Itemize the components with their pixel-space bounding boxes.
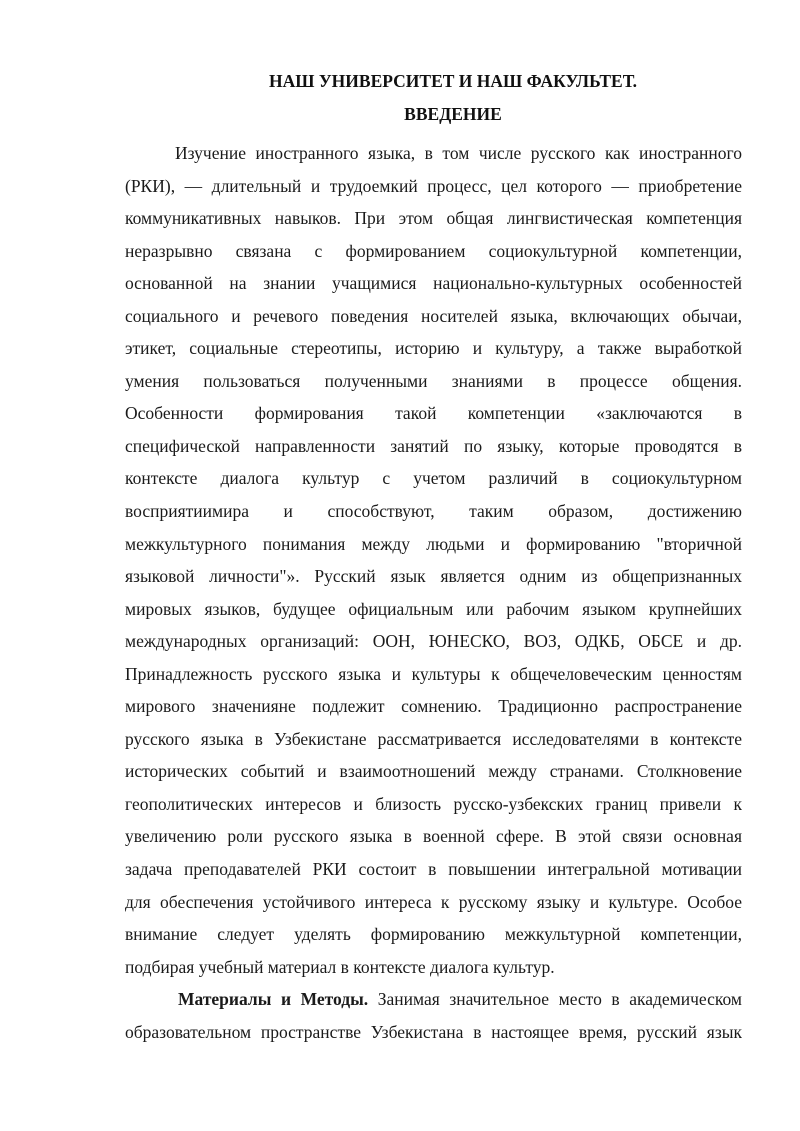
text-line: международных организаций: ООН, ЮНЕСКО, ВОЗ, ОДКБ, ОБСЕ и др. — [125, 631, 742, 652]
text-line: образовательном пространстве Узбекистана в настоящее время, русский язык — [125, 1021, 742, 1042]
text-line: Принадлежность русского языка и культуры к общечеловеческим ценностям — [125, 663, 742, 684]
text-line: увеличению роли русского языка в военной сфере. В этой связи основная — [125, 826, 742, 847]
text-line: исторических событий и взаимоотношений между странами. Столкновение — [125, 761, 742, 782]
text-line: этикет, социальные стереотипы, историю и культуру, а также выработкой — [125, 338, 742, 359]
text-line: внимание следует уделять формированию межкультурной компетенции, — [125, 924, 742, 945]
section-heading: ВВЕДЕНИЕ — [404, 104, 502, 124]
text-line: для обеспечения устойчивого интереса к русскому языку и культуре. Особое — [125, 891, 742, 912]
page-title: НАШ УНИВЕРСИТЕТ И НАШ ФАКУЛЬТЕТ. — [268, 71, 637, 91]
paragraph-materials-methods — [125, 983, 742, 1048]
text-line: языковой личности"». Русский язык является одним из общепризнанных — [125, 566, 742, 587]
text-line: (РКИ), — длительный и трудоемкий процесс, цел которого — приобретение — [125, 175, 742, 196]
paragraph-introduction — [125, 137, 742, 983]
text-line: межкультурного понимания между людьми и формированию "вторичной — [125, 533, 742, 554]
text-line: коммуникативных навыков. При этом общая лингвистическая компетенция — [125, 208, 742, 229]
text-line: восприятиимира и способствуют, таким образом, достижению — [125, 501, 742, 522]
text-line: русского языка в Узбекистане рассматривается исследователями в контексте — [125, 728, 742, 749]
text-line: подбирая учебный материал в контексте диалога культур. — [125, 956, 555, 977]
text-line: контексте диалога культур с учетом различий в социокультурном — [125, 468, 742, 489]
section-lead-rest: Занимая значительное место в академическом — [368, 989, 742, 1010]
text-line: мирового значенияне подлежит сомнению. Традиционно распространение — [125, 696, 742, 717]
text-line: социального и речевого поведения носителей языка, включающих обычаи, — [125, 305, 742, 326]
text-line: неразрывно связана с формированием социокультурной компетенции, — [125, 240, 742, 261]
document-body — [125, 137, 742, 1048]
text-line: геополитических интересов и близость русско-узбекских границ привели к — [125, 793, 742, 814]
text-line: Особенности формирования такой компетенции «заключаются в — [125, 403, 742, 424]
text-line: задача преподавателей РКИ состоит в повышении интегральной мотивации — [125, 859, 742, 880]
text-line: основанной на знании учащимися национально-культурных особенностей — [125, 273, 742, 294]
text-line: мировых языков, будущее официальным или рабочим языком крупнейших — [125, 598, 742, 619]
text-line: специфической направленности занятий по языку, которые проводятся в — [125, 435, 742, 456]
text-line: Изучение иностранного языка, в том числе русского как иностранного — [175, 143, 742, 163]
section-lead-bold: Материалы и Методы. — [178, 989, 369, 1010]
text-line: умения пользоваться полученными знаниями в процессе общения. — [125, 370, 742, 391]
text-line — [125, 983, 742, 1016]
